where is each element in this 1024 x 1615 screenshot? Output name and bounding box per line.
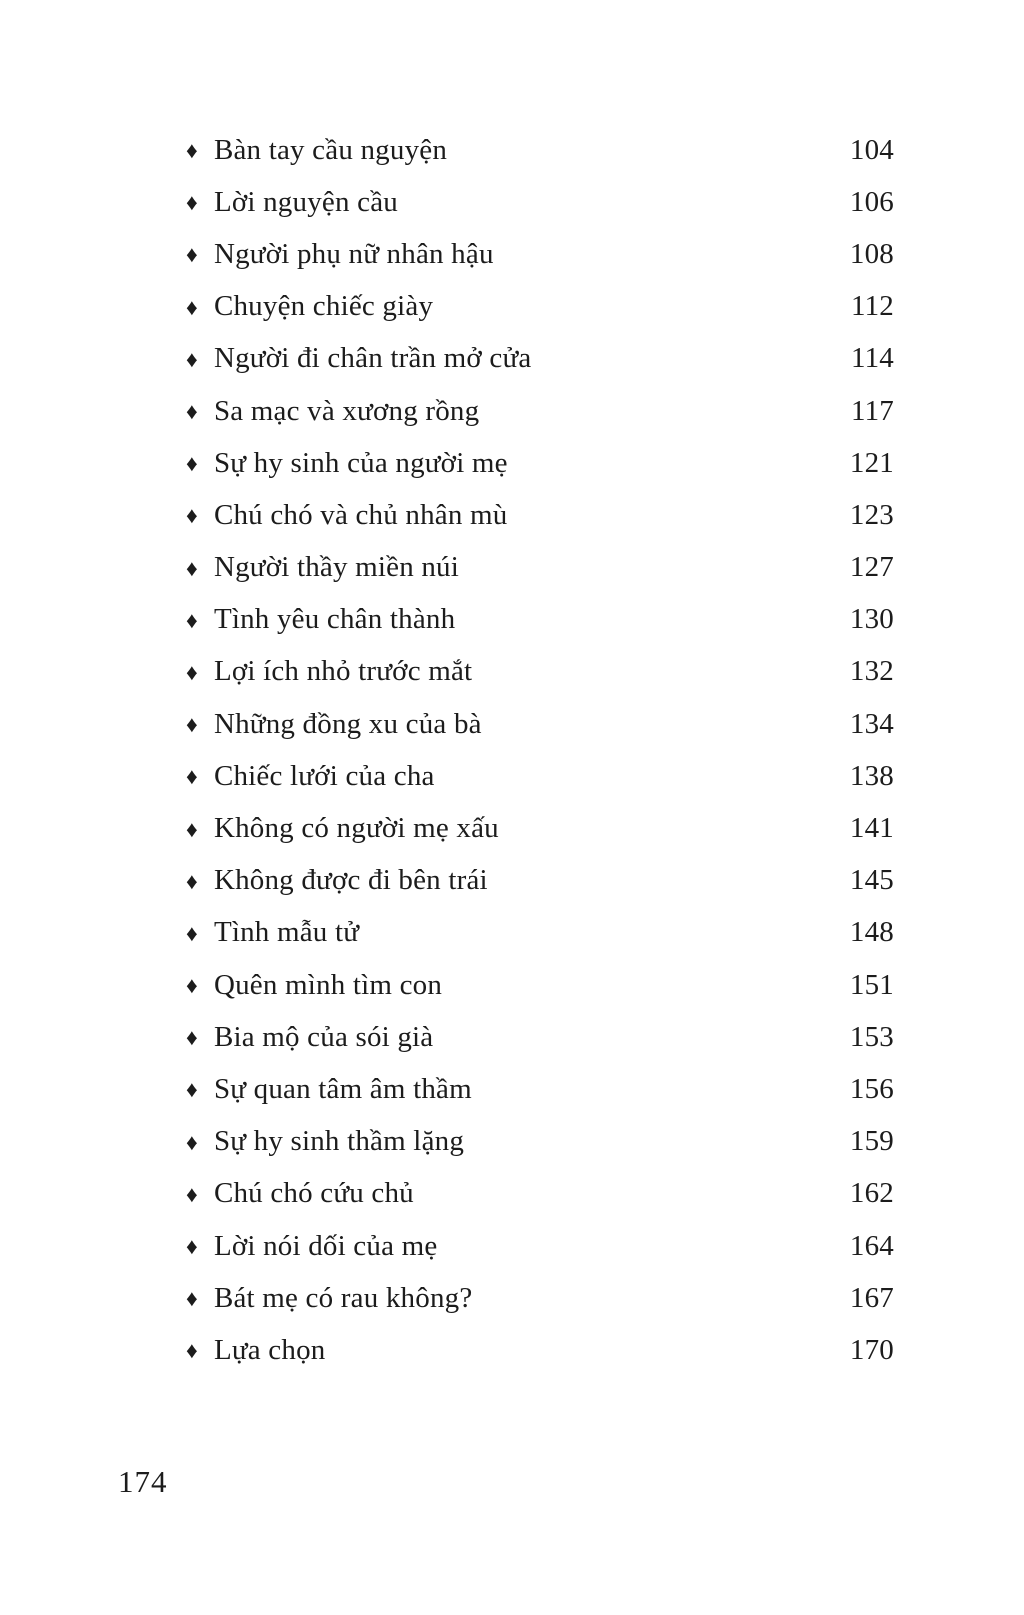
toc-entry-title: Lời nói dối của mẹ bbox=[213, 1229, 438, 1262]
toc-entry-page-number: 164 bbox=[849, 1229, 894, 1262]
toc-entry-page-number: 138 bbox=[849, 759, 894, 792]
toc-entry-title: Sự hy sinh của người mẹ bbox=[213, 446, 508, 479]
toc-entry-row bbox=[186, 281, 894, 333]
toc-entry-page-number: 153 bbox=[849, 1020, 894, 1053]
diamond-bullet-icon: ♦ bbox=[186, 503, 198, 529]
diamond-bullet-icon: ♦ bbox=[186, 1234, 198, 1260]
diamond-bullet-icon: ♦ bbox=[186, 1077, 198, 1103]
toc-entry-title: Sự quan tâm âm thầm bbox=[213, 1072, 472, 1105]
diamond-bullet-icon: ♦ bbox=[186, 555, 198, 581]
toc-entry-page-number: 104 bbox=[849, 133, 894, 166]
diamond-bullet-icon: ♦ bbox=[186, 659, 198, 685]
toc-entry-title: Bát mẹ có rau không? bbox=[213, 1281, 473, 1314]
diamond-bullet-icon: ♦ bbox=[186, 607, 198, 633]
toc-entry-page-number: 112 bbox=[850, 290, 894, 323]
diamond-bullet-icon: ♦ bbox=[186, 1338, 198, 1364]
toc-entry-page-number: 141 bbox=[849, 812, 894, 845]
toc-entry-page-number: 167 bbox=[849, 1281, 894, 1314]
toc-entry-title: Quên mình tìm con bbox=[213, 968, 443, 1001]
toc-entry-page-number: 134 bbox=[849, 707, 894, 740]
toc-entry-page-number: 156 bbox=[849, 1072, 894, 1105]
toc-entry-row bbox=[186, 698, 894, 750]
toc-entry-title: Bia mộ của sói già bbox=[213, 1020, 434, 1053]
toc-entry-row bbox=[186, 1324, 894, 1376]
diamond-bullet-icon: ♦ bbox=[186, 294, 198, 320]
toc-entry-page-number: 106 bbox=[849, 185, 894, 218]
toc-entry-page-number: 121 bbox=[849, 446, 894, 479]
toc-entry-title: Người phụ nữ nhân hậu bbox=[213, 237, 494, 270]
toc-entry-row bbox=[186, 1011, 894, 1063]
toc-list bbox=[186, 124, 894, 1377]
toc-entry-title: Tình yêu chân thành bbox=[213, 603, 456, 636]
toc-entry-page-number: 127 bbox=[849, 551, 894, 584]
toc-entry-row bbox=[186, 594, 894, 646]
toc-entry-page-number: 132 bbox=[849, 655, 894, 688]
toc-entry-row bbox=[186, 855, 894, 907]
diamond-bullet-icon: ♦ bbox=[186, 816, 198, 842]
diamond-bullet-icon: ♦ bbox=[186, 1286, 198, 1312]
toc-entry-title: Người thầy miền núi bbox=[213, 551, 460, 584]
toc-entry-row bbox=[186, 959, 894, 1011]
toc-entry-title: Tình mẫu tử bbox=[213, 916, 360, 949]
diamond-bullet-icon: ♦ bbox=[186, 190, 198, 216]
toc-entry-row bbox=[186, 1272, 894, 1324]
toc-entry-title: Lời nguyện cầu bbox=[213, 185, 398, 218]
diamond-bullet-icon: ♦ bbox=[186, 712, 198, 738]
toc-entry-row bbox=[186, 907, 894, 959]
toc-entry-page-number: 130 bbox=[849, 603, 894, 636]
toc-entry-page-number: 151 bbox=[849, 968, 894, 1001]
toc-entry-row bbox=[186, 176, 894, 228]
toc-entry-row bbox=[186, 1116, 894, 1168]
toc-entry-page-number: 108 bbox=[849, 237, 894, 270]
toc-entry-page-number: 114 bbox=[850, 342, 894, 375]
toc-entry-row bbox=[186, 437, 894, 489]
toc-entry-title: Chiếc lưới của cha bbox=[213, 759, 435, 792]
toc-entry-title: Sự hy sinh thầm lặng bbox=[213, 1125, 465, 1158]
diamond-bullet-icon: ♦ bbox=[186, 1181, 198, 1207]
toc-entry-page-number: 117 bbox=[850, 394, 894, 427]
toc-entry-title: Lựa chọn bbox=[213, 1333, 326, 1366]
diamond-bullet-icon: ♦ bbox=[186, 242, 198, 268]
toc-entry-row bbox=[186, 489, 894, 541]
toc-entry-title: Không có người mẹ xấu bbox=[213, 812, 499, 845]
toc-entry-row bbox=[186, 228, 894, 280]
toc-entry-title: Bàn tay cầu nguyện bbox=[213, 133, 448, 166]
diamond-bullet-icon: ♦ bbox=[186, 346, 198, 372]
toc-entry-page-number: 148 bbox=[849, 916, 894, 949]
toc-entry-row bbox=[186, 1168, 894, 1220]
diamond-bullet-icon: ♦ bbox=[186, 973, 198, 999]
toc-entry-row bbox=[186, 1220, 894, 1272]
toc-entry-page-number: 145 bbox=[849, 864, 894, 897]
toc-entry-title: Người đi chân trần mở cửa bbox=[213, 342, 532, 375]
toc-entry-title: Không được đi bên trái bbox=[213, 864, 488, 897]
toc-entry-page-number: 170 bbox=[849, 1333, 894, 1366]
toc-entry-row bbox=[186, 333, 894, 385]
page-footer-number: 174 bbox=[118, 1464, 168, 1499]
toc-entry-title: Chuyện chiếc giày bbox=[213, 290, 434, 323]
toc-entry-row bbox=[186, 542, 894, 594]
diamond-bullet-icon: ♦ bbox=[186, 1129, 198, 1155]
toc-entry-row bbox=[186, 1063, 894, 1115]
toc-entry-page-number: 159 bbox=[849, 1125, 894, 1158]
toc-entry-title: Chú chó và chủ nhân mù bbox=[213, 498, 508, 531]
toc-entry-title: Sa mạc và xương rồng bbox=[213, 394, 480, 427]
diamond-bullet-icon: ♦ bbox=[186, 920, 198, 946]
toc-entry-row bbox=[186, 124, 894, 176]
toc-entry-page-number: 123 bbox=[849, 498, 894, 531]
toc-entry-row bbox=[186, 802, 894, 854]
toc-entry-row bbox=[186, 385, 894, 437]
toc-entry-row bbox=[186, 646, 894, 698]
toc-entry-title: Lợi ích nhỏ trước mắt bbox=[213, 655, 473, 688]
toc-entry-title: Chú chó cứu chủ bbox=[213, 1177, 414, 1210]
diamond-bullet-icon: ♦ bbox=[186, 399, 198, 425]
toc-entry-title: Những đồng xu của bà bbox=[213, 707, 482, 740]
toc-entry-row bbox=[186, 750, 894, 802]
toc-entry-page-number: 162 bbox=[849, 1177, 894, 1210]
diamond-bullet-icon: ♦ bbox=[186, 868, 198, 894]
diamond-bullet-icon: ♦ bbox=[186, 451, 198, 477]
diamond-bullet-icon: ♦ bbox=[186, 1025, 198, 1051]
diamond-bullet-icon: ♦ bbox=[186, 138, 198, 164]
diamond-bullet-icon: ♦ bbox=[186, 764, 198, 790]
